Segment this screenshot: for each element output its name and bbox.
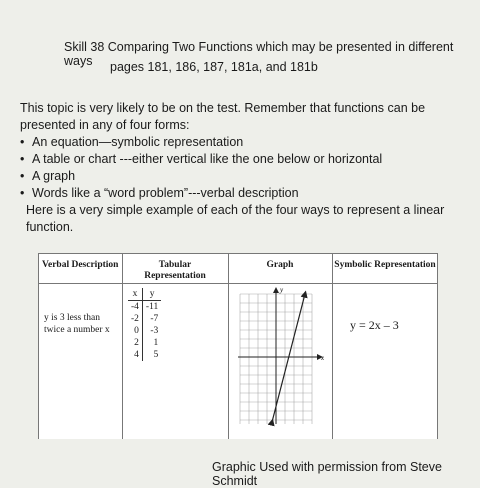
slide-title: Skill 38 Comparing Two Functions which may be presented in different ways: [64, 40, 454, 68]
table-row: 4 5: [128, 349, 161, 361]
table-header-x: x: [128, 288, 142, 301]
table-row: -2 -7: [128, 313, 161, 325]
intro-text: This topic is very likely to be on the test. Remember that functions can be presented in any of four forms:: [20, 101, 426, 132]
x-axis-label: x: [321, 354, 325, 362]
column-line: [122, 254, 123, 439]
verbal-description: y is 3 less than twice a number x: [44, 313, 110, 335]
y-axis-label: y: [280, 286, 284, 294]
bullet-list: [20, 134, 460, 202]
symbolic-equation: y = 2x – 3: [350, 318, 399, 332]
table-row: -4 -11: [128, 301, 161, 314]
bullet-item: • Words like a “word problem”---verbal description: [20, 185, 460, 202]
image-credit: Graphic Used with permission from Steve Schmidt: [212, 460, 442, 488]
table-row: 2 1: [128, 337, 161, 349]
example-text: Here is a very simple example of each of the four ways to represent a linear function.: [26, 203, 445, 234]
bullet-item: • A graph: [20, 168, 460, 185]
header-verbal: Verbal Description: [42, 260, 119, 270]
function-line: [272, 294, 305, 422]
header-tabular: Tabular Representation: [144, 260, 206, 281]
column-line: [228, 254, 229, 439]
table-header-y: y: [142, 288, 161, 301]
xy-table: [128, 288, 161, 361]
bullet-item: • A table or chart ---either vertical like the one below or horizontal: [20, 151, 460, 168]
slide-subtitle: pages 181, 186, 187, 181a, and 181b: [110, 60, 318, 74]
intro-block: [20, 100, 460, 236]
header-symbolic: Symbolic Representation: [334, 260, 436, 270]
column-line: [437, 254, 438, 439]
column-line: [332, 254, 333, 439]
bullet-item: • An equation—symbolic representation: [20, 134, 460, 151]
table-row: 0 -3: [128, 325, 161, 337]
column-line: [38, 254, 39, 439]
representations-figure: [38, 253, 438, 439]
header-graph: Graph: [266, 260, 294, 270]
graph-plot: [230, 284, 332, 434]
